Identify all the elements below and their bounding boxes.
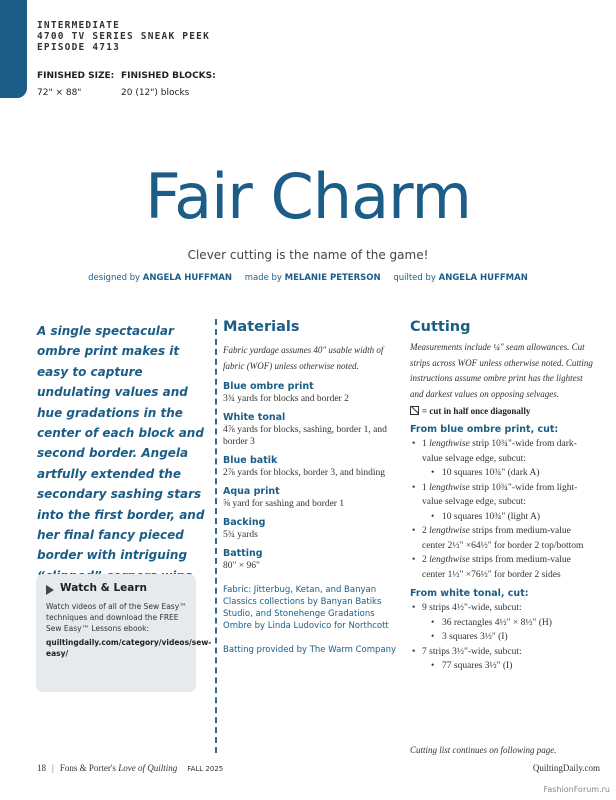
- cut-section-title: From white tonal, cut:: [410, 588, 529, 599]
- intro-paragraph: A single spectacular ombre print makes it easy to capture undulating values and hue gradations in the center of each block and second border. Angela artfully extended the secondary sashing stars into the first border, and her final fancy pieced border with intriguing: [37, 324, 205, 563]
- site-url: QuiltingDaily.com: [532, 763, 600, 773]
- cut-item: • 1 lengthwise strip 10¾"-wide from light-value selvage edge, subcut: • 10 squares 10¾" (light A): [410, 481, 596, 525]
- tagline: Clever cutting is the name of the game!: [187, 248, 429, 262]
- cut-subitem: • 36 rectangles 4½" × 8½" (H): [422, 616, 596, 631]
- series-label: 4700 TV SERIES SNEAK PEEK: [37, 31, 210, 42]
- maker-name: MELANIE PETERSON: [284, 273, 381, 283]
- material-name: Blue ombre print: [223, 381, 314, 392]
- batting-credit: Batting provided by The Warm Company: [223, 645, 397, 655]
- material-item: [223, 455, 403, 479]
- play-icon: [46, 585, 54, 595]
- material-name: Batting: [223, 548, 263, 559]
- watermark: FashionForum.ru: [543, 785, 610, 794]
- finished-blocks-label: FINISHED BLOCKS:: [121, 71, 216, 81]
- page-footer: 18 | Fons & Porter's Love of Quilting FALL 2025: [37, 763, 224, 773]
- material-desc: ⅝ yard for sashing and border 1: [223, 499, 345, 509]
- material-desc: 2⅞ yards for blocks, border 3, and binding: [223, 468, 385, 478]
- cut-items: [410, 437, 596, 582]
- material-desc: 4⅞ yards for blocks, sashing, border 1, and border 3: [223, 425, 387, 447]
- finished-blocks-value: 20 (12") blocks: [121, 88, 190, 98]
- watch-learn-body: Watch videos of all of the Sew Easy™ techniques and download the FREE Sew Easy™ Lessons ebook:: [46, 602, 187, 633]
- watch-learn-title: Watch & Learn: [60, 582, 148, 594]
- cut-items: [410, 601, 596, 674]
- designed-by-label: designed by: [88, 273, 141, 283]
- column-divider: [215, 319, 217, 753]
- cut-item: • 7 strips 3½"-wide, subcut: • 77 squares 3½" (I): [410, 645, 596, 674]
- material-desc: 5¾ yards: [223, 530, 258, 540]
- material-item: [223, 412, 403, 448]
- pattern-title: Fair Charm: [145, 160, 471, 233]
- continued-note: Cutting list continues on following page.: [410, 745, 557, 755]
- cutting-list: [410, 340, 596, 674]
- publication-name: Fons & Porter's: [59, 763, 116, 773]
- finished-size-value: 72" × 88": [37, 88, 82, 98]
- episode-number: EPISODE 4713: [37, 42, 121, 53]
- section-tab: [0, 0, 27, 98]
- material-item: [223, 381, 403, 405]
- cut-item: • 2 lengthwise strips from medium-value center 1½" ×76½" for border 2 sides: [410, 553, 596, 582]
- finished-size-label: FINISHED SIZE:: [37, 71, 115, 81]
- material-name: Aqua print: [223, 486, 280, 497]
- fabric-credit: Fabric: Jitterbug, Ketan, and Banyan Classics collections by Banyan Batiks Studio, and Stonehenge Gradations Ombre by Linda Ludovico for Northcott: [223, 585, 389, 631]
- material-item: [223, 548, 403, 572]
- materials-note: Fabric yardage assumes 40" usable width of fabric (WOF) unless otherwise noted.: [223, 345, 384, 371]
- material-name: Blue batik: [223, 455, 278, 466]
- cut-item: • 2 lengthwise strips from medium-value center 2½" ×64½" for border 2 top/bottom: [410, 524, 596, 553]
- quilter-name: ANGELA HUFFMAN: [438, 273, 528, 283]
- material-name: Backing: [223, 517, 266, 528]
- issue-label: FALL 2025: [187, 765, 224, 773]
- made-by-label: made by: [244, 273, 282, 283]
- material-name: White tonal: [223, 412, 286, 423]
- episode-header: [37, 20, 210, 53]
- cutting-note: Measurements include ¼" seam allowances. Cut strips across WOF unless otherwise noted. Cutting instructions assume ombre print has the lightest and darkest values on opposing selvages.: [410, 342, 593, 399]
- cut-symbol-note: = cut in half once diagonally: [410, 404, 596, 418]
- material-item: [223, 486, 403, 510]
- material-desc: 3¾ yards for blocks and border 2: [223, 394, 349, 404]
- cut-subitem: • 10 squares 10¾" (light A): [422, 510, 596, 525]
- cutting-heading: Cutting: [410, 319, 471, 335]
- cut-subitem: • 10 squares 10¾" (dark A): [422, 466, 596, 481]
- skill-level: INTERMEDIATE: [37, 20, 121, 31]
- designer-name: ANGELA HUFFMAN: [142, 273, 233, 283]
- page-number: 18: [37, 763, 46, 773]
- material-item: [223, 517, 403, 541]
- material-desc: 80" × 96": [223, 561, 260, 571]
- cut-item: • 9 strips 4½"-wide, subcut: • 36 rectangles 4½" × 8½" (H) • 3 squares 3½" (I): [410, 601, 596, 645]
- cut-subitem: • 3 squares 3½" (I): [422, 630, 596, 645]
- cut-section-title: From blue ombre print, cut:: [410, 424, 559, 435]
- cut-item: • 1 lengthwise strip 10¾"-wide from dark-value selvage edge, subcut: • 10 squares 10¾" (dark A): [410, 437, 596, 481]
- materials-heading: Materials: [223, 319, 300, 335]
- credits-line: [0, 273, 616, 283]
- quilted-by-label: quilted by: [393, 273, 436, 283]
- watch-learn-link[interactable]: quiltingdaily.com/category/videos/sew-easy/: [46, 638, 212, 658]
- publication-title: Love of Quilting: [118, 763, 178, 773]
- cut-subitem: • 77 squares 3½" (I): [422, 659, 596, 674]
- materials-list: [223, 343, 403, 656]
- watch-learn-panel: [36, 574, 212, 692]
- half-square-icon: [410, 406, 419, 415]
